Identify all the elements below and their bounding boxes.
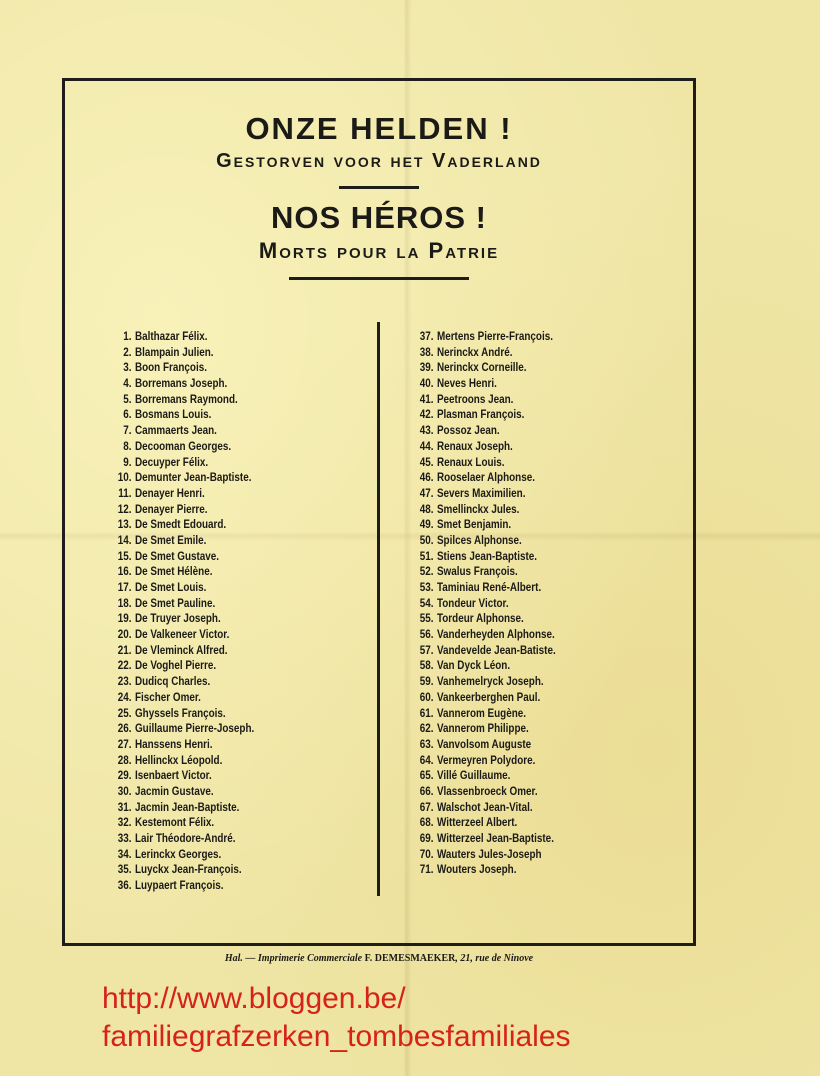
list-item — [406, 801, 556, 817]
list-item-number: 3. — [123, 362, 132, 375]
list-item-name: Wouters Joseph. — [436, 864, 517, 877]
list-item — [104, 691, 254, 707]
list-item-name: Smellinckx Jules. — [436, 503, 520, 516]
list-item — [104, 487, 254, 503]
list-item-number: 36. — [117, 880, 132, 893]
list-item-number: 71. — [419, 864, 434, 877]
list-item-name: Renaux Louis. — [436, 456, 505, 469]
list-item-number: 70. — [419, 848, 434, 861]
list-item — [406, 565, 556, 581]
list-item-number: 43. — [419, 425, 434, 438]
list-item-name: Witterzeel Albert. — [436, 817, 518, 830]
list-item — [104, 456, 254, 472]
list-item-name: Vanhemelryck Joseph. — [436, 676, 544, 689]
list-item — [104, 628, 254, 644]
list-item-name: Vlassenbroeck Omer. — [436, 785, 538, 798]
list-item-number: 18. — [117, 597, 132, 610]
list-item-number: 29. — [117, 770, 132, 783]
list-item-name: Bosmans Louis. — [134, 409, 212, 422]
list-item-number: 37. — [419, 331, 434, 343]
list-item-name: Vermeyren Polydore. — [436, 754, 536, 767]
list-item-name: Wauters Jules-Joseph — [436, 848, 542, 861]
list-item — [104, 330, 254, 346]
list-item-name: De Smet Gustave. — [134, 550, 220, 563]
imprint-prefix: Hal. — Imprimerie Commerciale — [224, 953, 363, 964]
list-item-name: Hellinckx Léopold. — [134, 754, 223, 767]
list-item — [104, 565, 254, 581]
list-item-name: Decooman Georges. — [134, 440, 232, 453]
list-item — [406, 707, 556, 723]
list-item — [104, 393, 254, 409]
list-item — [104, 518, 254, 534]
list-item-number: 21. — [117, 644, 132, 657]
list-item — [406, 848, 556, 864]
list-item-number: 42. — [419, 409, 434, 422]
list-item-number: 22. — [117, 660, 132, 673]
list-item — [104, 346, 254, 362]
list-item-name: Lerinckx Georges. — [134, 848, 222, 861]
watermark-url-line2: familiegrafzerken_tombesfamiliales — [102, 1020, 571, 1053]
list-item — [406, 503, 556, 519]
list-item-number: 1. — [123, 331, 132, 343]
list-item — [406, 769, 556, 785]
list-item — [406, 330, 556, 346]
list-item-number: 15. — [117, 550, 132, 563]
list-item-name: Van Dyck Léon. — [436, 660, 511, 673]
list-item — [104, 534, 254, 550]
list-item-number: 6. — [123, 409, 132, 422]
list-item — [104, 863, 254, 879]
list-item — [406, 518, 556, 534]
list-item — [406, 471, 556, 487]
list-item-number: 4. — [123, 378, 132, 391]
list-item-number: 35. — [117, 864, 132, 877]
list-item-name: Ghyssels François. — [134, 707, 226, 720]
list-item-name: Guillaume Pierre-Joseph. — [134, 723, 255, 736]
list-item-number: 16. — [117, 566, 132, 579]
list-item-name: Witterzeel Jean-Baptiste. — [436, 833, 554, 845]
list-item-number: 55. — [419, 613, 434, 626]
list-item — [104, 879, 254, 895]
list-item-number: 11. — [118, 487, 132, 500]
list-item-name: Rooselaer Alphonse. — [436, 472, 535, 485]
list-item-number: 47. — [419, 487, 434, 500]
names-list-right — [406, 330, 580, 879]
list-item-name: Possoz Jean. — [436, 425, 500, 438]
list-item-number: 65. — [419, 770, 434, 783]
list-item — [104, 440, 254, 456]
list-item-name: Decuyper Félix. — [134, 456, 209, 469]
list-item-number: 30. — [117, 785, 132, 798]
list-item-number: 23. — [117, 676, 132, 689]
list-item-number: 7. — [123, 425, 132, 438]
list-item-number: 13. — [117, 519, 132, 532]
list-item-number: 38. — [419, 346, 434, 359]
header-divider — [289, 277, 469, 280]
list-item-number: 53. — [419, 582, 434, 594]
list-item-name: Hanssens Henri. — [134, 738, 213, 751]
list-item — [406, 377, 556, 393]
list-item-name: Tordeur Alphonse. — [436, 613, 524, 626]
list-item-number: 26. — [117, 723, 132, 736]
subtitle-dutch: Gestorven voor het Vaderland — [216, 150, 542, 172]
column-divider — [377, 322, 380, 896]
list-item-number: 5. — [123, 393, 132, 406]
list-item-number: 62. — [419, 723, 434, 736]
list-item-name: Smet Benjamin. — [436, 519, 512, 532]
list-item — [406, 534, 556, 550]
imprint-address: , 21, rue de Ninove — [455, 953, 534, 964]
list-item-number: 68. — [419, 817, 434, 830]
list-item-name: Neves Henri. — [436, 378, 497, 391]
list-item-number: 41. — [419, 393, 434, 406]
names-list-left — [104, 330, 279, 895]
printer-imprint — [62, 953, 696, 964]
list-item — [406, 346, 556, 362]
list-item-number: 54. — [419, 597, 434, 610]
list-item — [104, 597, 254, 613]
list-item-name: De Valkeneer Victor. — [134, 629, 230, 642]
list-item-name: Walschot Jean-Vital. — [436, 801, 533, 814]
list-item — [104, 675, 254, 691]
list-item — [104, 471, 254, 487]
list-item-name: Vannerom Philippe. — [436, 723, 529, 736]
title-divider — [339, 186, 419, 189]
list-item-name: De Truyer Joseph. — [134, 613, 221, 626]
list-item — [104, 659, 254, 675]
list-item-name: Peetroons Jean. — [436, 393, 514, 406]
list-item — [406, 408, 556, 424]
list-item-number: 12. — [117, 503, 132, 516]
list-item-name: Nerinckx André. — [436, 346, 513, 359]
list-item-name: Mertens Pierre-François. — [436, 331, 553, 343]
header — [62, 110, 696, 280]
list-item-name: Kestemont Félix. — [134, 817, 215, 830]
list-item — [104, 612, 254, 628]
list-item — [104, 377, 254, 393]
list-item-number: 48. — [419, 503, 434, 516]
list-item — [104, 785, 254, 801]
list-item-name: Luypaert François. — [134, 880, 224, 893]
title-dutch: ONZE HELDEN ! — [245, 111, 513, 146]
list-item-number: 58. — [419, 660, 434, 673]
list-item-number: 45. — [419, 456, 434, 469]
list-item — [406, 612, 556, 628]
list-item — [406, 644, 556, 660]
list-item-number: 14. — [117, 534, 132, 547]
list-item-name: Cammaerts Jean. — [134, 425, 217, 438]
list-item — [406, 754, 556, 770]
list-item-name: Nerinckx Corneille. — [436, 362, 527, 375]
list-item-name: Villé Guillaume. — [436, 770, 511, 783]
list-item-number: 28. — [117, 754, 132, 767]
imprint-printer: F. DEMESMAEKER — [364, 953, 456, 964]
list-item — [406, 393, 556, 409]
list-item — [104, 848, 254, 864]
list-item-name: Taminiau René-Albert. — [436, 582, 542, 594]
list-item — [406, 581, 556, 597]
list-item-number: 33. — [117, 833, 132, 845]
list-item-number: 32. — [117, 817, 132, 830]
list-item-name: Boon François. — [134, 362, 207, 375]
list-item-name: Demunter Jean-Baptiste. — [134, 472, 252, 485]
list-item-name: De Smet Hélène. — [134, 566, 213, 579]
list-item-name: Jacmin Jean-Baptiste. — [134, 801, 240, 814]
list-item-name: Stiens Jean-Baptiste. — [436, 550, 538, 563]
list-item-name: Spilces Alphonse. — [436, 534, 522, 547]
list-item — [406, 597, 556, 613]
list-item-number: 40. — [419, 378, 434, 391]
list-item — [104, 738, 254, 754]
list-item-name: Blampain Julien. — [134, 346, 214, 359]
list-item-number: 34. — [117, 848, 132, 861]
list-item — [104, 722, 254, 738]
list-item-name: Dudicq Charles. — [134, 676, 211, 689]
subtitle-french: Morts pour la Patrie — [258, 238, 500, 263]
list-item-name: Isenbaert Victor. — [134, 770, 212, 783]
list-item-name: Balthazar Félix. — [134, 331, 208, 343]
list-item-name: Luyckx Jean-François. — [134, 864, 242, 877]
list-item-number: 56. — [419, 629, 434, 642]
list-item — [104, 644, 254, 660]
list-item-number: 27. — [117, 738, 132, 751]
list-item-name: De Smet Emile. — [134, 534, 207, 547]
list-item-number: 50. — [419, 534, 434, 547]
list-item-number: 24. — [117, 691, 132, 704]
list-item-number: 69. — [419, 833, 434, 845]
list-item — [104, 754, 254, 770]
list-item-name: Vankeerberghen Paul. — [436, 691, 541, 704]
list-item — [104, 707, 254, 723]
list-item — [406, 691, 556, 707]
list-item-number: 20. — [117, 629, 132, 642]
list-item — [104, 408, 254, 424]
list-item-name: Renaux Joseph. — [436, 440, 513, 453]
list-item — [104, 361, 254, 377]
list-item — [104, 550, 254, 566]
list-item-number: 66. — [419, 785, 434, 798]
list-item — [104, 832, 254, 848]
list-item-number: 61. — [419, 707, 434, 720]
list-item-number: 59. — [419, 676, 434, 689]
list-item-number: 64. — [419, 754, 434, 767]
list-item-name: Tondeur Victor. — [436, 597, 509, 610]
list-item-name: Denayer Henri. — [134, 487, 205, 500]
list-item — [104, 816, 254, 832]
title-french: NOS HÉROS ! — [271, 200, 487, 235]
list-item-number: 19. — [117, 613, 132, 626]
list-item — [104, 801, 254, 817]
list-item — [406, 832, 556, 848]
list-item-number: 9. — [123, 456, 132, 469]
list-item — [406, 675, 556, 691]
list-item-number: 51. — [419, 550, 434, 563]
list-item — [406, 361, 556, 377]
list-item-number: 10. — [117, 472, 132, 485]
list-item-number: 46. — [419, 472, 434, 485]
list-item-number: 67. — [419, 801, 434, 814]
list-item-name: Borremans Raymond. — [134, 393, 238, 406]
list-item — [104, 769, 254, 785]
list-item-number: 25. — [117, 707, 132, 720]
list-item — [406, 816, 556, 832]
list-item-name: Denayer Pierre. — [134, 503, 208, 516]
list-item-name: Lair Théodore-André. — [134, 833, 236, 845]
list-item-name: De Vleminck Alfred. — [134, 644, 228, 657]
list-item-number: 57. — [419, 644, 434, 657]
list-item-name: Vandevelde Jean-Batiste. — [436, 644, 556, 657]
list-item — [406, 738, 556, 754]
list-item-name: Swalus François. — [436, 566, 518, 579]
list-item-name: Vanderheyden Alphonse. — [436, 629, 555, 642]
list-item-number: 44. — [419, 440, 434, 453]
list-item-name: Jacmin Gustave. — [134, 785, 214, 798]
list-item-number: 2. — [123, 346, 132, 359]
list-item — [406, 785, 556, 801]
list-item — [406, 424, 556, 440]
list-item-name: De Smet Pauline. — [134, 597, 216, 610]
list-item — [406, 628, 556, 644]
list-item-number: 63. — [419, 738, 434, 751]
list-item — [104, 424, 254, 440]
list-item — [406, 487, 556, 503]
list-item-name: De Smet Louis. — [134, 582, 207, 594]
list-item-name: Vannerom Eugène. — [436, 707, 526, 720]
list-item-name: Vanvolsom Auguste — [436, 738, 532, 751]
list-item — [406, 456, 556, 472]
list-item-name: Borremans Joseph. — [134, 378, 228, 391]
list-item-number: 60. — [419, 691, 434, 704]
list-item — [406, 550, 556, 566]
list-item — [406, 659, 556, 675]
list-item-name: De Voghel Pierre. — [134, 660, 217, 673]
list-item-number: 17. — [117, 582, 132, 594]
watermark-url-line1: http://www.bloggen.be/ — [102, 982, 406, 1015]
list-item-name: De Smedt Edouard. — [134, 519, 227, 532]
list-item-number: 52. — [419, 566, 434, 579]
list-item-number: 49. — [419, 519, 434, 532]
list-item — [104, 581, 254, 597]
list-item — [406, 863, 556, 879]
list-item-number: 8. — [123, 440, 132, 453]
list-item — [406, 722, 556, 738]
list-item-number: 31. — [117, 801, 132, 814]
list-item-name: Fischer Omer. — [134, 691, 201, 704]
list-item — [104, 503, 254, 519]
list-item-name: Severs Maximilien. — [436, 487, 526, 500]
list-item — [406, 440, 556, 456]
list-item-number: 39. — [419, 362, 434, 375]
list-item-name: Plasman François. — [436, 409, 525, 422]
